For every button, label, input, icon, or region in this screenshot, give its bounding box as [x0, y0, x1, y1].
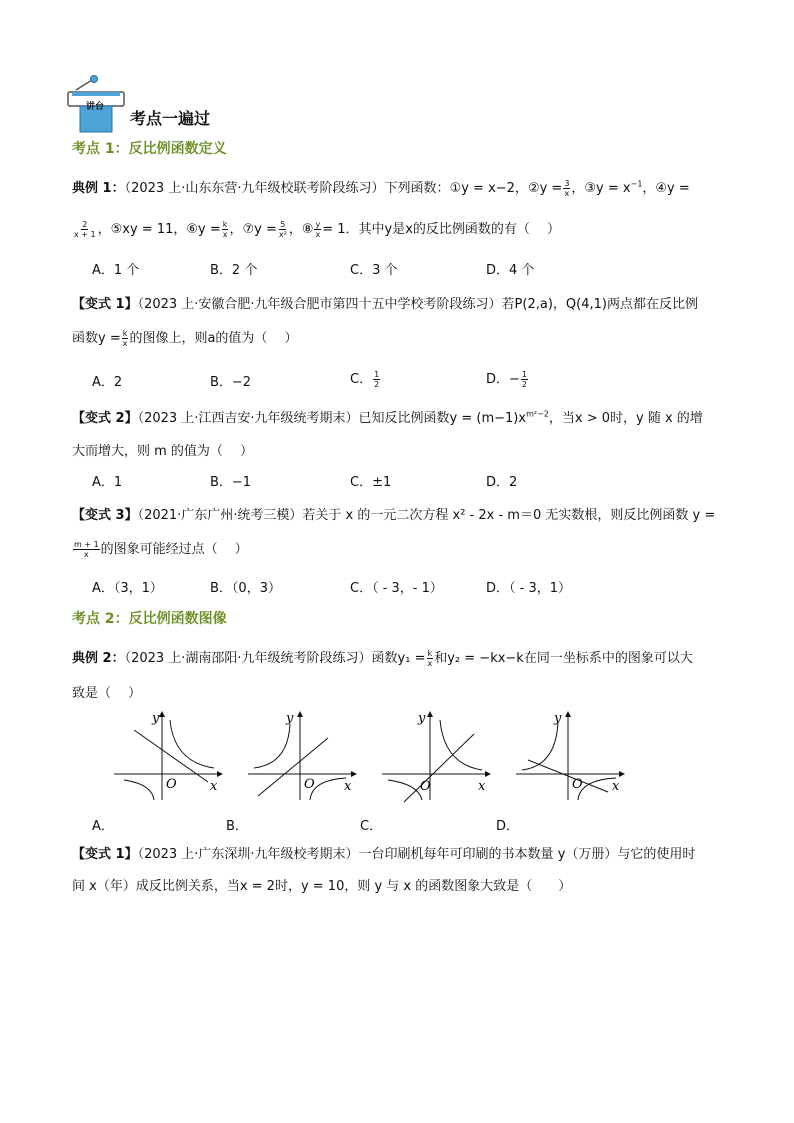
- example2-text1a: （2023 上·湖南邵阳·九年级统考阶段练习）函数y₁ =: [124, 651, 426, 666]
- example1-f5: ，⑤xy = 11，⑥y =: [97, 222, 221, 237]
- axis-y-label: y: [418, 711, 426, 726]
- example1-f2: ②y =: [527, 181, 563, 196]
- kaodian1-heading: 考点 1：反比例函数定义: [72, 141, 227, 157]
- variant1-text2b: 的图像上，则a的值为（ ）: [129, 331, 298, 346]
- variant-label: 【变式 3】: [72, 508, 138, 523]
- variant3-line2: [72, 538, 248, 559]
- option-c: C．: [360, 819, 383, 834]
- k2-variant1-text: （2023 上·广东深圳·九年级校考期末）一台印刷机每年可印刷的书本数量 y（万册）与它的使用时: [137, 847, 696, 862]
- option-b: B．−2: [210, 375, 252, 390]
- option-c: C．±1: [350, 475, 392, 490]
- exponent: m²−2: [526, 409, 549, 419]
- axis-x-label: x: [478, 779, 486, 794]
- variant-label: 【变式 1】: [72, 847, 138, 862]
- graph-b: [244, 708, 364, 804]
- option-c: C． $\frac{1}{2}$: [350, 370, 380, 389]
- option-a: A．（3，1）: [92, 581, 163, 596]
- axis-x-label: x: [344, 779, 352, 794]
- option-b: B．−1: [210, 475, 252, 490]
- exponent: −1: [630, 179, 643, 189]
- example1-line1: [72, 177, 690, 198]
- option-b: B．2 个: [210, 263, 258, 278]
- fraction: $\frac{k}{x}$: [122, 329, 128, 348]
- variant2-text1b: ，当x > 0时，y 随 x 的增: [548, 411, 703, 426]
- option-d: D．（ - 3，1）: [486, 581, 572, 596]
- variant-label: 【变式 1】: [72, 297, 138, 312]
- k2-variant1-line2: 间 x（年）成反比例关系，当x = 2时，y = 10，则 y 与 x 的函数图象大致是（ ）: [72, 879, 572, 894]
- graph-a: [110, 708, 230, 804]
- origin-label: O: [572, 777, 583, 792]
- option-a: A．2: [92, 375, 123, 390]
- fraction: $\frac{2}{x + 1}$: [74, 220, 96, 239]
- option-d: D．2: [486, 475, 518, 490]
- fraction: $\frac{k}{x}$: [427, 649, 433, 668]
- option-a: A．1: [92, 475, 123, 490]
- option-c: C．（ - 3，- 1）: [350, 581, 443, 596]
- axis-x-label: x: [210, 779, 218, 794]
- option-d: D．4 个: [486, 263, 535, 278]
- axis-y-label: y: [286, 711, 294, 726]
- option-b: B．（0，3）: [210, 581, 281, 596]
- fraction: $\frac{5}{\text{x²}}$: [278, 220, 287, 239]
- example1-f7: ，⑦y =: [229, 222, 277, 237]
- section-title: 考点一遍过: [130, 109, 211, 128]
- kaodian2-heading: 考点 2：反比例函数图像: [72, 611, 227, 627]
- axis-x-label: x: [612, 779, 620, 794]
- axis-y-label: y: [554, 711, 562, 726]
- example1-source: （2023 上·山东东营·九年级校联考阶段练习）下列函数：: [124, 181, 450, 196]
- option-d: D．: [496, 819, 520, 834]
- fraction: $\frac{m + 1}{x}$: [74, 540, 99, 559]
- banner-badge: 讲台: [86, 102, 105, 112]
- variant3-text: （2021·广东广州·统考三模）若关于 x 的一元二次方程 x² - 2x - m＝0 无实数根，则反比例函数 y =: [137, 508, 716, 523]
- fraction: $\frac{y}{x}$: [315, 220, 321, 239]
- graph-d: [512, 708, 632, 804]
- option-c: C．3 个: [350, 263, 398, 278]
- example1-f4: ，④y =: [642, 181, 690, 196]
- k2-variant1-line1: [72, 843, 695, 862]
- example2-line1: [72, 647, 693, 668]
- option-d: D．− $\frac{1}{2}$: [486, 370, 527, 389]
- origin-label: O: [304, 777, 315, 792]
- variant1-line2: [72, 327, 298, 348]
- variant2-text1a: （2023 上·江西吉安·九年级统考期末）已知反比例函数y = (m−1)x: [137, 411, 527, 426]
- fraction: $\frac{k}{x}$: [222, 220, 228, 239]
- variant2-line2: 大而增大，则 m 的值为（ ）: [72, 444, 254, 459]
- variant3-text2: 的图象可能经过点（ ）: [100, 542, 248, 557]
- example1-f3: ，③y = x: [571, 181, 631, 196]
- origin-label: O: [420, 779, 431, 794]
- variant1-line1: [72, 293, 698, 312]
- example1-f8: ，⑧: [288, 222, 314, 237]
- example1-f1: ①y = x−2，: [449, 181, 528, 196]
- option-b: B．: [226, 819, 248, 834]
- option-a: A．: [92, 819, 114, 834]
- example2-label: 典例 2：: [72, 651, 125, 666]
- example2-line2: 致是（ ）: [72, 686, 142, 701]
- origin-label: O: [166, 777, 177, 792]
- variant3-line1: [72, 504, 715, 523]
- example1-line2: [72, 218, 560, 239]
- variant1-text2a: 函数y =: [72, 331, 121, 346]
- variant2-line1: [72, 407, 703, 426]
- variant1-text: （2023 上·安徽合肥·九年级合肥市第四十五中学校考阶段练习）若P(2,a)，Q(4,1)两点都在反比例: [137, 297, 698, 312]
- example1-label: 典例 1：: [72, 181, 125, 196]
- fraction: $\frac{3}{x}$: [564, 179, 570, 198]
- example1-tail: = 1．其中y是x的反比例函数的有（ ）: [322, 222, 561, 237]
- option-a: A．1 个: [92, 263, 140, 278]
- example2-text1b: 和y₂ = −kx−k在同一坐标系中的图象可以大: [434, 651, 693, 666]
- graph-c: [378, 708, 498, 804]
- variant-label: 【变式 2】: [72, 411, 138, 426]
- axis-y-label: y: [152, 711, 160, 726]
